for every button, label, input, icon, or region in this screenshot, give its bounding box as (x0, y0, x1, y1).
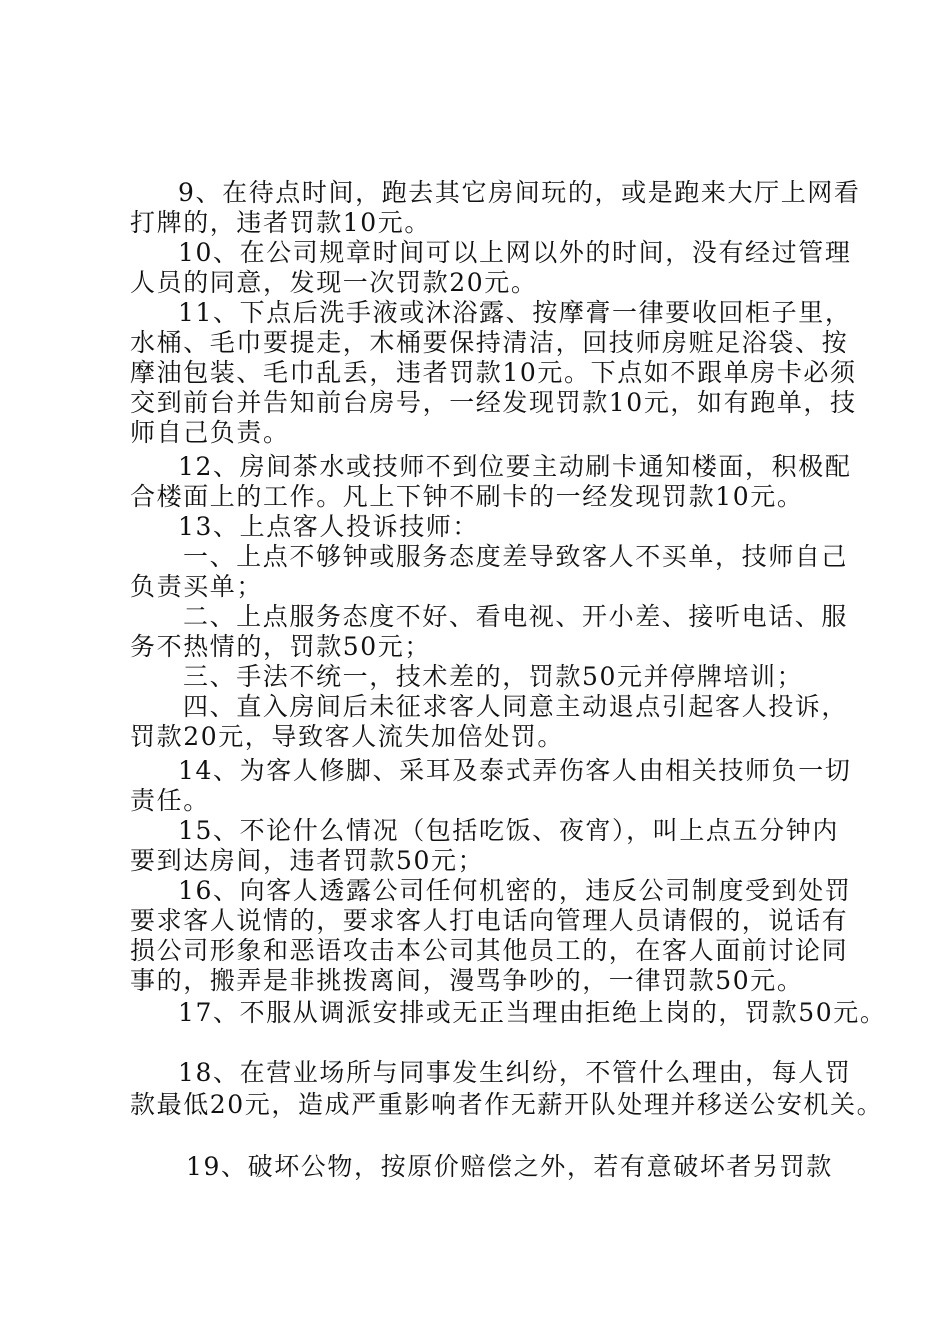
rule-11-line-5: 师自己负责。 (130, 418, 290, 447)
rule-11-line-1: 11、下点后洗手液或沐浴露、按摩膏一律要收回柜子里， (178, 298, 852, 327)
rule-13-item-4-line-1: 四、直入房间后未征求客人同意主动退点引起客人投诉， (183, 692, 849, 721)
rule-11-line-4: 交到前台并告知前台房号，一经发现罚款10元，如有跑单，技 (130, 388, 857, 417)
rule-16-line-2: 要求客人说情的，要求客人打电话向管理人员请假的，说话有 (130, 906, 849, 935)
rule-15-line-2: 要到达房间，违者罚款50元； (130, 846, 485, 875)
rule-15-line-1: 15、不论什么情况（包括吃饭、夜宵），叫上点五分钟内 (178, 816, 839, 845)
rule-16-line-4: 事的，搬弄是非挑拨离间，漫骂争吵的，一律罚款50元。 (130, 966, 804, 995)
rule-13-item-1-line-2: 负责买单； (130, 572, 264, 601)
rule-9-line-1: 9、在待点时间，跑去其它房间玩的，或是跑来大厅上网看 (178, 178, 861, 207)
rule-13-item-2-line-2: 务不热情的，罚款50元； (130, 632, 432, 661)
rule-14-line-1: 14、为客人修脚、采耳及泰式弄伤客人由相关技师负一切 (178, 756, 852, 785)
rule-16-line-1: 16、向客人透露公司任何机密的，违反公司制度受到处罚 (178, 876, 852, 905)
rule-12-line-1: 12、房间茶水或技师不到位要主动刷卡通知楼面，积极配 (178, 452, 852, 481)
rule-19-line-1: 19、破坏公物，按原价赔偿之外，若有意破坏者另罚款 (186, 1152, 833, 1181)
rule-13-item-4-line-2: 罚款20元，导致客人流失加倍处罚。 (130, 722, 565, 751)
rule-18-line-1: 18、在营业场所与同事发生纠纷，不管什么理由，每人罚 (178, 1058, 852, 1087)
rule-10-line-1: 10、在公司规章时间可以上网以外的时间，没有经过管理 (178, 238, 852, 267)
rule-9-line-2: 打牌的，违者罚款10元。 (130, 208, 432, 237)
rule-14-line-2: 责任。 (130, 786, 210, 815)
rule-13-item-1-line-1: 一、上点不够钟或服务态度差导致客人不买单，技师自己 (183, 542, 849, 571)
rule-12-line-2: 合楼面上的工作。凡上下钟不刷卡的一经发现罚款10元。 (130, 482, 804, 511)
rule-16-line-3: 损公司形象和恶语攻击本公司其他员工的，在客人面前讨论同 (130, 936, 849, 965)
rule-10-line-2: 人员的同意，发现一次罚款20元。 (130, 268, 538, 297)
rule-13-heading: 13、上点客人投诉技师： (178, 512, 480, 541)
rule-11-line-3: 摩油包装、毛巾乱丢，违者罚款10元。下点如不跟单房卡必须 (130, 358, 857, 387)
rule-17-line-1: 17、不服从调派安排或无正当理由拒绝上岗的，罚款50元。 (178, 998, 887, 1027)
rule-13-item-3: 三、手法不统一，技术差的，罚款50元并停牌培训； (183, 662, 804, 691)
rule-13-item-2-line-1: 二、上点服务态度不好、看电视、开小差、接听电话、服 (183, 602, 849, 631)
rule-11-line-2: 水桶、毛巾要提走，木桶要保持清洁，回技师房赃足浴袋、按 (130, 328, 849, 357)
rule-18-line-2: 款最低20元，造成严重影响者作无薪开队处理并移送公安机关。 (130, 1090, 884, 1119)
